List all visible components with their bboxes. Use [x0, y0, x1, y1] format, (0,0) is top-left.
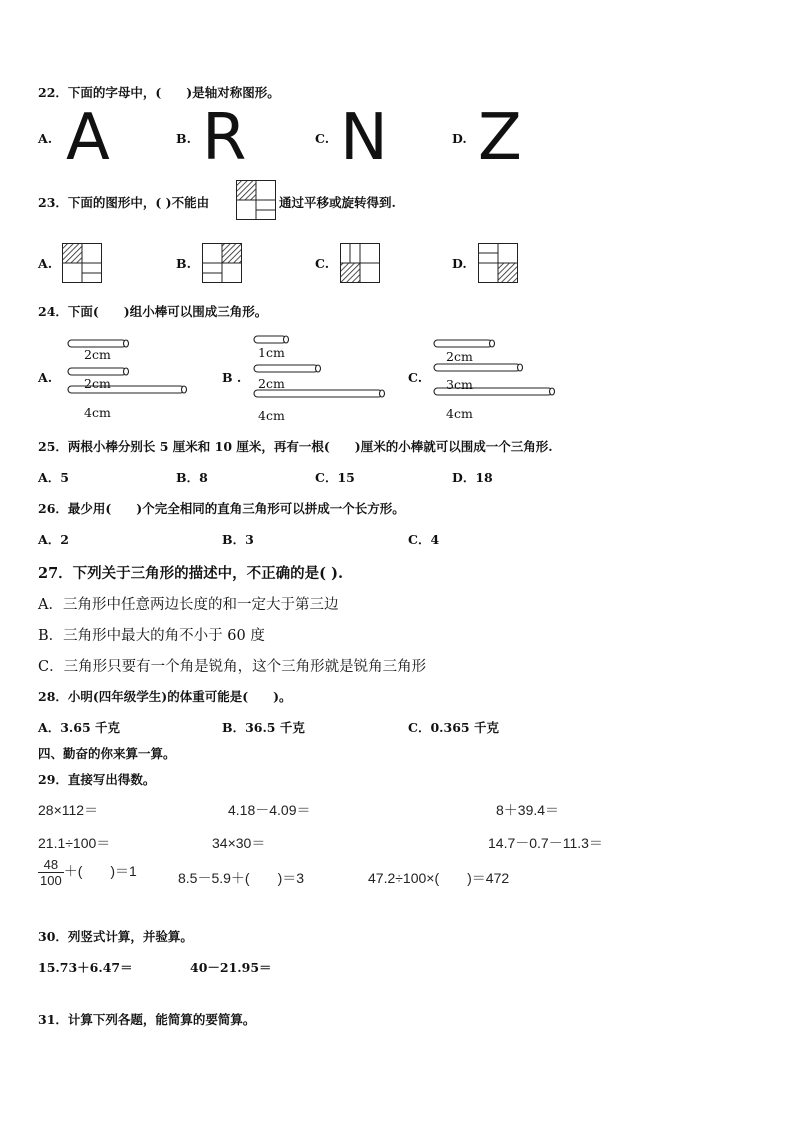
q23-text-after: 通过平移或旋转得到. — [279, 195, 396, 210]
q22-letter-a: A — [66, 101, 110, 175]
q29-text: 29．直接写出得数。 — [38, 772, 156, 787]
q22-letter-n: N — [340, 101, 388, 175]
q29-r1-item3: 8＋39.4＝ — [496, 802, 560, 818]
q28-option-b: B．36.5 千克 — [222, 720, 305, 735]
q24-option-a-label: A. — [38, 370, 53, 385]
q23-option-a-label: A. — [38, 256, 53, 271]
q29-r1-item1: 28×112＝ — [38, 802, 99, 818]
q23-option-c-label: C. — [315, 256, 330, 271]
q26-text: 26．最少用( )个完全相同的直角三角形可以拼成一个长方形。 — [38, 501, 405, 516]
q24-a-stick-1-label: 2cm — [84, 347, 111, 362]
q28-text: 28．小明(四年级学生)的体重可能是( )。 — [38, 689, 292, 704]
q27-option-a: A．三角形中任意两边长度的和一定大于第三边 — [38, 597, 339, 613]
fraction — [38, 857, 64, 888]
q24-b-stick-1-label: 1cm — [258, 345, 285, 360]
q22-text: 22．下面的字母中，( )是轴对称图形。 — [38, 85, 280, 100]
q27-option-c: C．三角形只要有一个角是锐角，这个三角形就是锐角三角形 — [38, 659, 427, 675]
fraction-numerator: 48 — [38, 857, 64, 873]
q24-a-stick-3-label: 4cm — [84, 405, 111, 420]
q24-c-stick-1-label: 2cm — [446, 349, 473, 364]
q29-r3-item1 — [38, 857, 137, 888]
q29-r2-item3: 14.7－0.7－11.3＝ — [488, 835, 603, 851]
q24-option-c-label: C. — [408, 370, 423, 385]
section4-title: 四、勤奋的你来算一算。 — [38, 746, 176, 761]
q25-option-d: D．18 — [452, 470, 493, 485]
q23-option-d-figure — [478, 243, 518, 283]
q24-text: 24．下面( )组小棒可以围成三角形。 — [38, 304, 268, 319]
q30-text: 30．列竖式计算，并验算。 — [38, 929, 193, 944]
q26-option-b: B．3 — [222, 532, 254, 547]
q29-r3-item1-tail: ＋( )＝1 — [63, 863, 137, 880]
q29-r1-item2: 4.18－4.09＝ — [228, 802, 311, 818]
q24-c-stick-3-label: 4cm — [446, 406, 473, 421]
q26-option-a: A．2 — [38, 532, 69, 547]
q22-letter-r: R — [202, 101, 247, 175]
q22-option-b-label: B. — [176, 131, 191, 146]
fraction-denominator: 100 — [40, 873, 62, 888]
q31-text: 31．计算下列各题，能简算的要简算。 — [38, 1012, 256, 1027]
q29-r3-item3: 47.2÷100×( )＝472 — [368, 870, 510, 886]
q29-r2-item2: 34×30＝ — [212, 835, 266, 851]
q23-text-before: 23．下面的图形中，( )不能由 — [38, 195, 210, 210]
q27-option-b: B．三角形中最大的角不小于 60 度 — [38, 628, 265, 644]
q25-option-b: B．8 — [176, 470, 208, 485]
q23-option-b-figure — [202, 243, 242, 283]
q29-r2-item1: 21.1÷100＝ — [38, 835, 111, 851]
q24-a-stick-2-label: 2cm — [84, 376, 111, 391]
q28-option-a: A．3.65 千克 — [38, 720, 120, 735]
q30-item1: 15.73＋6.47＝ — [38, 960, 133, 975]
q26-option-c: C．4 — [408, 532, 440, 547]
q23-option-b-label: B. — [176, 256, 191, 271]
q24-option-b-label: B . — [222, 370, 242, 385]
q28-option-c: C．0.365 千克 — [408, 720, 499, 735]
q24-b-stick-2-label: 2cm — [258, 376, 285, 391]
q23-option-a-figure — [62, 243, 102, 283]
q23-reference-figure — [236, 180, 276, 220]
q22-option-c-label: C. — [315, 131, 330, 146]
q23-option-c-figure — [340, 243, 380, 283]
q27-text: 27．下列关于三角形的描述中，不正确的是( ). — [38, 565, 343, 582]
q22-option-d-label: D. — [452, 131, 467, 146]
q30-item2: 40－21.95＝ — [190, 960, 272, 975]
q25-option-c: C．15 — [315, 470, 355, 485]
q25-option-a: A．5 — [38, 470, 69, 485]
q29-r3-item2: 8.5－5.9＋( )＝3 — [178, 870, 305, 886]
q22-letter-z: Z — [478, 101, 522, 175]
q24-b-stick-3-label: 4cm — [258, 408, 285, 423]
q23-option-d-label: D. — [452, 256, 467, 271]
q22-option-a-label: A. — [38, 131, 53, 146]
q25-text: 25．两根小棒分别长 5 厘米和 10 厘米，再有一根( )厘米的小棒就可以围成一个三角形. — [38, 439, 553, 454]
q24-c-stick-2-label: 3cm — [446, 377, 473, 392]
